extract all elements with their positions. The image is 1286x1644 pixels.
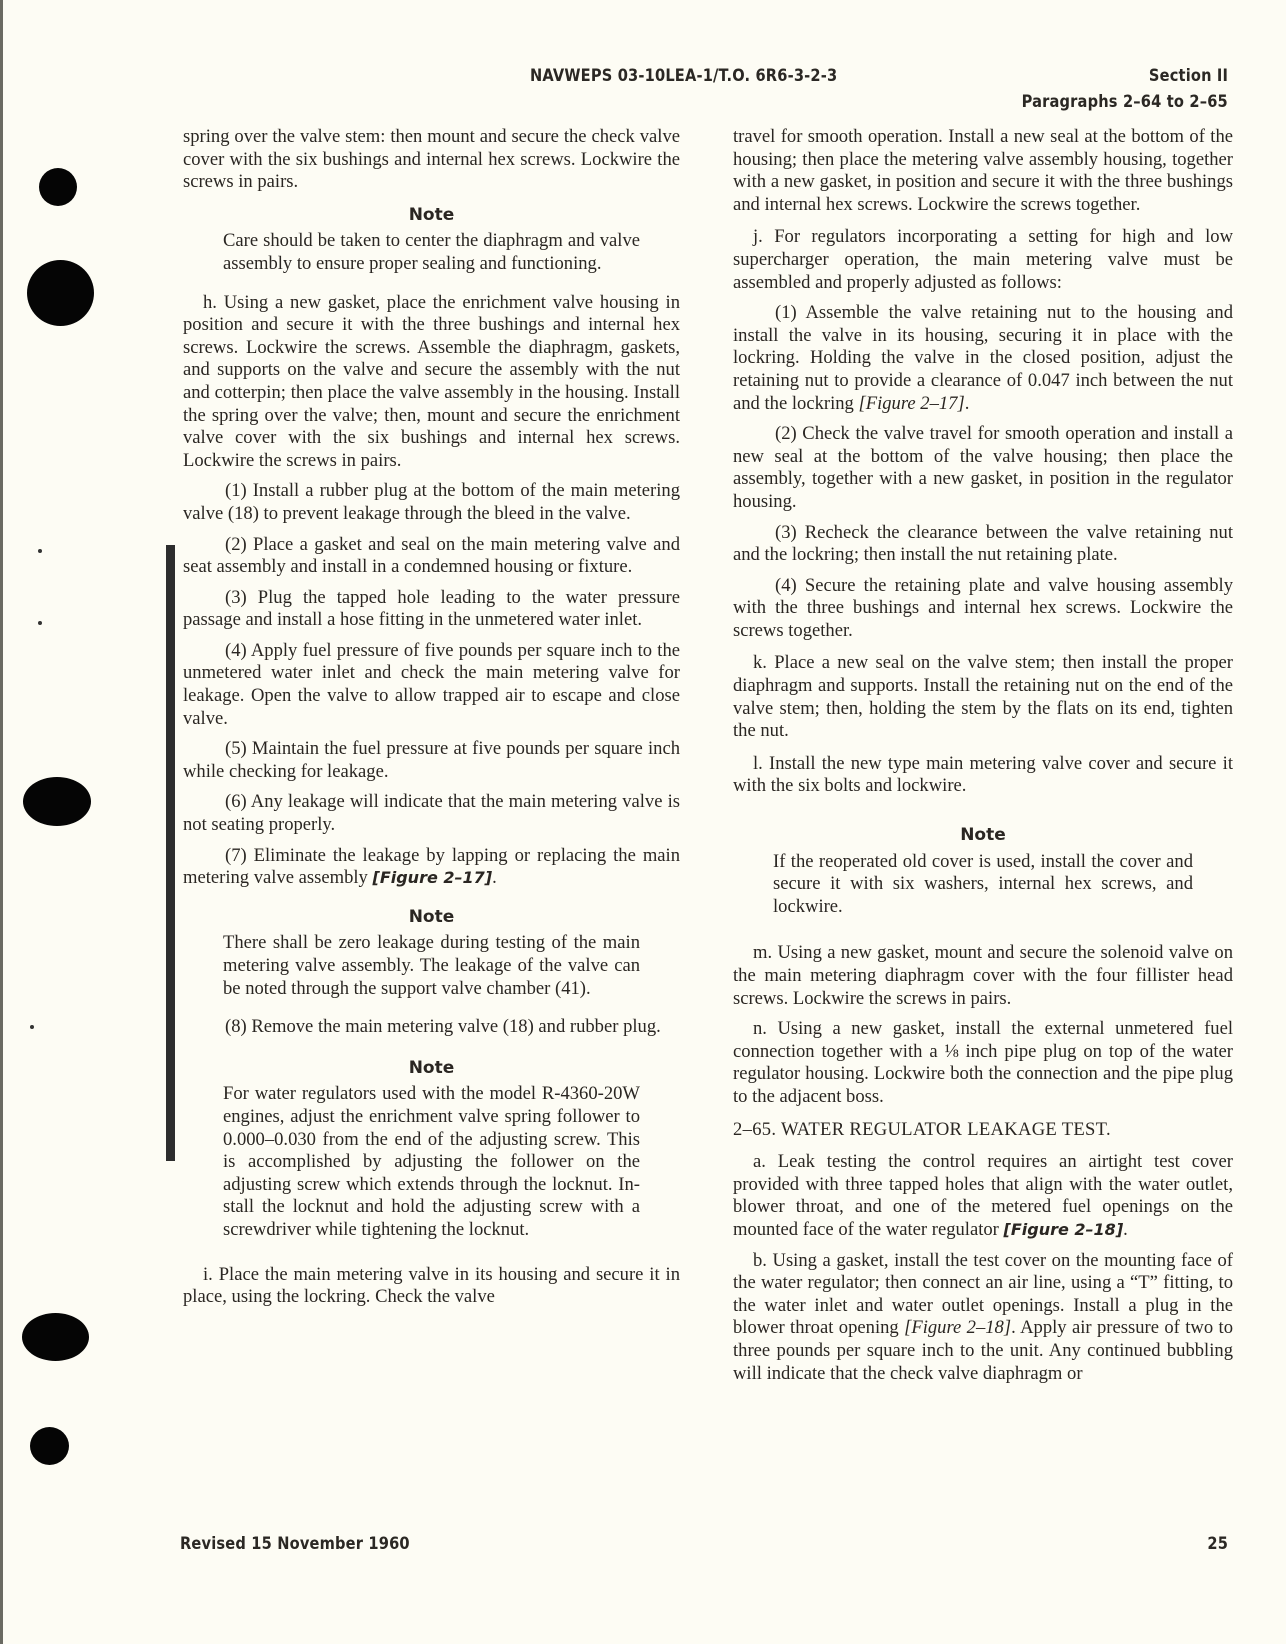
paragraph-g-continued: spring over the valve stem: then mount and secure the check valve cover with the six bushings and internal hex screws. Lockwire the screws in pairs. [183, 126, 680, 193]
revision-bar [166, 545, 175, 1161]
section-heading-2-65: 2–65. WATER REGULATOR LEAKAGE TEST. [733, 1118, 1111, 1140]
paragraph-m: m. Using a new gasket, mount and secure the solenoid valve on the main metering diaphragm cover with the four fillister head screws. Lockwire the screws in pairs. [733, 942, 1233, 1009]
figure-reference-link[interactable]: [Figure 2–17] [858, 392, 965, 414]
paragraphs-label: Paragraphs 2–64 to 2–65 [1021, 92, 1228, 112]
step-h5: (5) Maintain the fuel pressure at five pounds per square inch while checking for leakage. [183, 738, 680, 782]
paragraph-k: k. Place a new seal on the valve stem; then install the proper diaphragm and supports. Install the retaining nut on the end of the valve stem; then, holding the stem by the flats on its end, tighten the nut. [733, 652, 1233, 742]
paragraph-h: h. Using a new gasket, place the enrichment valve housing in position and secure it with the three bushings and internal hex screws. Lockwire the screws. Assemble the diaphragm, gaskets, and supports on the valve and secure the assembly with the nut and cotterpin; then place the valve assembly in the housing. Install the spring over the valve; then, mount and secure the enrichment valve cover with the six bushings and internal hex screws. Lockwire the screws in pairs. [183, 291, 680, 471]
note-title: Note [408, 204, 455, 225]
step-j2: (2) Check the valve travel for smooth operation and install a new seal at the bottom of the valve housing; then place the assembly, together with a new gasket, in position in the regulator housing. [733, 423, 1233, 512]
revision-date: Revised 15 November 1960 [180, 1534, 410, 1554]
speck-mark [38, 621, 42, 625]
step-j3: (3) Recheck the clearance between the valve retaining nut and the lockring; then install the nut retaining plate. [733, 521, 1233, 566]
left-column [183, 126, 680, 1319]
punch-hole-icon [39, 168, 77, 206]
note-body: Care should be taken to center the diaphragm and valve assembly to ensure proper sealing and functioning. [223, 230, 640, 274]
punch-hole-icon [30, 1427, 69, 1465]
figure-reference-link[interactable]: [Figure 2–18] [904, 1317, 1012, 1339]
step-h1: (1) Install a rubber plug at the bottom of the main metering valve (18) to prevent leakage through the bleed in the valve. [183, 480, 680, 524]
step-j4: (4) Secure the retaining plate and valve housing assembly with the three bushings and internal hex screws. Lockwire the screws together. [733, 574, 1233, 641]
step-h6: (6) Any leakage will indicate that the main metering valve is not seating properly. [183, 791, 680, 836]
figure-reference-link[interactable]: [Figure 2–17] [372, 868, 493, 888]
note-title: Note [408, 906, 455, 927]
punch-hole-icon [27, 260, 94, 326]
figure-reference-link[interactable]: [Figure 2–18] [1003, 1219, 1124, 1239]
punch-hole-icon [22, 1313, 89, 1361]
punch-hole-icon [23, 777, 91, 826]
step-h3: (3) Plug the tapped hole leading to the water pressure passage and install a hose fitting in the unmetered water inlet. [183, 586, 680, 631]
step-h7: (7) Eliminate the leakage by lapping or replacing the main metering valve assembly [Figure 2–17]. [183, 844, 680, 889]
paragraph-n: n. Using a new gasket, install the external unmetered fuel connection together with a ⅛ inch pipe plug on top of the water regulator housing. Lockwire both the connection and the pipe plug to the adjacent boss. [733, 1018, 1233, 1107]
paragraph-l: l. Install the new type main metering valve cover and secure it with the six bolts and lockwire. [733, 752, 1233, 797]
paragraph-a: a. Leak testing the control requires an airtight test cover provided with three tapped holes that align with the water outlet, blower throat, and one of the metered fuel openings on the mounted face of the water regulator [Figure 2–18]. [733, 1151, 1233, 1240]
step-h8: (8) Remove the main metering valve (18) and rubber plug. [225, 1016, 661, 1038]
step-j1: (1) Assemble the valve retaining nut to the housing and install the valve in its housing, securing it in place with the lockring. Holding the valve in the closed position, adjust the retaining nut to provide a clearance of 0.047 inch between the nut and the lockring [Figure 2–17]. [733, 302, 1233, 414]
section-label: Section II [1148, 66, 1228, 86]
paragraph-i-continued: travel for smooth operation. Install a new seal at the bottom of the housing; then place the metering valve assembly housing, together with a new gasket, in position and secure it with the three bushings and internal hex screws. Lockwire the screws together. [733, 126, 1233, 215]
note-body: If the reoperated old cover is used, install the cover and secure it with six washers, internal hex screws, and lockwire. [773, 850, 1193, 917]
document-number: NAVWEPS 03-10LEA-1/T.O. 6R6-3-2-3 [530, 66, 838, 86]
page-edge [0, 0, 3, 1644]
paragraph-i: i. Place the main metering valve in its housing and secure it in place, using the lockring. Check the valve [183, 1263, 680, 1308]
note-title: Note [408, 1057, 455, 1078]
paragraph-b: b. Using a gasket, install the test cover on the mounting face of the water regulator; then connect an air line, using a “T” fitting, to the water inlet and water outlet openings. Install a plug in the blower throat opening [Figure 2–18]. Apply air pressure of two to three pounds per square inch to the unit. Any continued bubbling will indicate that the check valve diaphragm or [733, 1249, 1233, 1384]
page-number: 25 [1207, 1534, 1228, 1554]
note-body: For water regulators used with the model R-4360-20W engines, adjust the enrichment valve spring follower to 0.000–0.030 from the end of the adjusting screw. This is accomplished by adjusting the follower on the adjusting screw which extends through the locknut. Install the locknut and hold the adjusting screw with a screwdriver while tightening the locknut. [223, 1083, 640, 1240]
paragraph-j: j. For regulators incorporating a setting for high and low supercharger operation, the main metering valve must be assembled and properly adjusted as follows: [733, 226, 1233, 293]
note-title: Note [960, 825, 1006, 846]
right-column [733, 126, 1233, 1395]
step-h2: (2) Place a gasket and seal on the main metering valve and seat assembly and install in a condemned housing or fixture. [183, 533, 680, 578]
speck-mark [38, 549, 42, 553]
step-h4: (4) Apply fuel pressure of five pounds per square inch to the unmetered water inlet and check the main metering valve for leakage. Open the valve to allow trapped air to escape and close valve. [183, 639, 680, 729]
speck-mark [30, 1025, 34, 1029]
note-body: There shall be zero leakage during testing of the main metering valve assembly. The leakage of the valve can be noted through the support valve chamber (41). [223, 932, 640, 999]
